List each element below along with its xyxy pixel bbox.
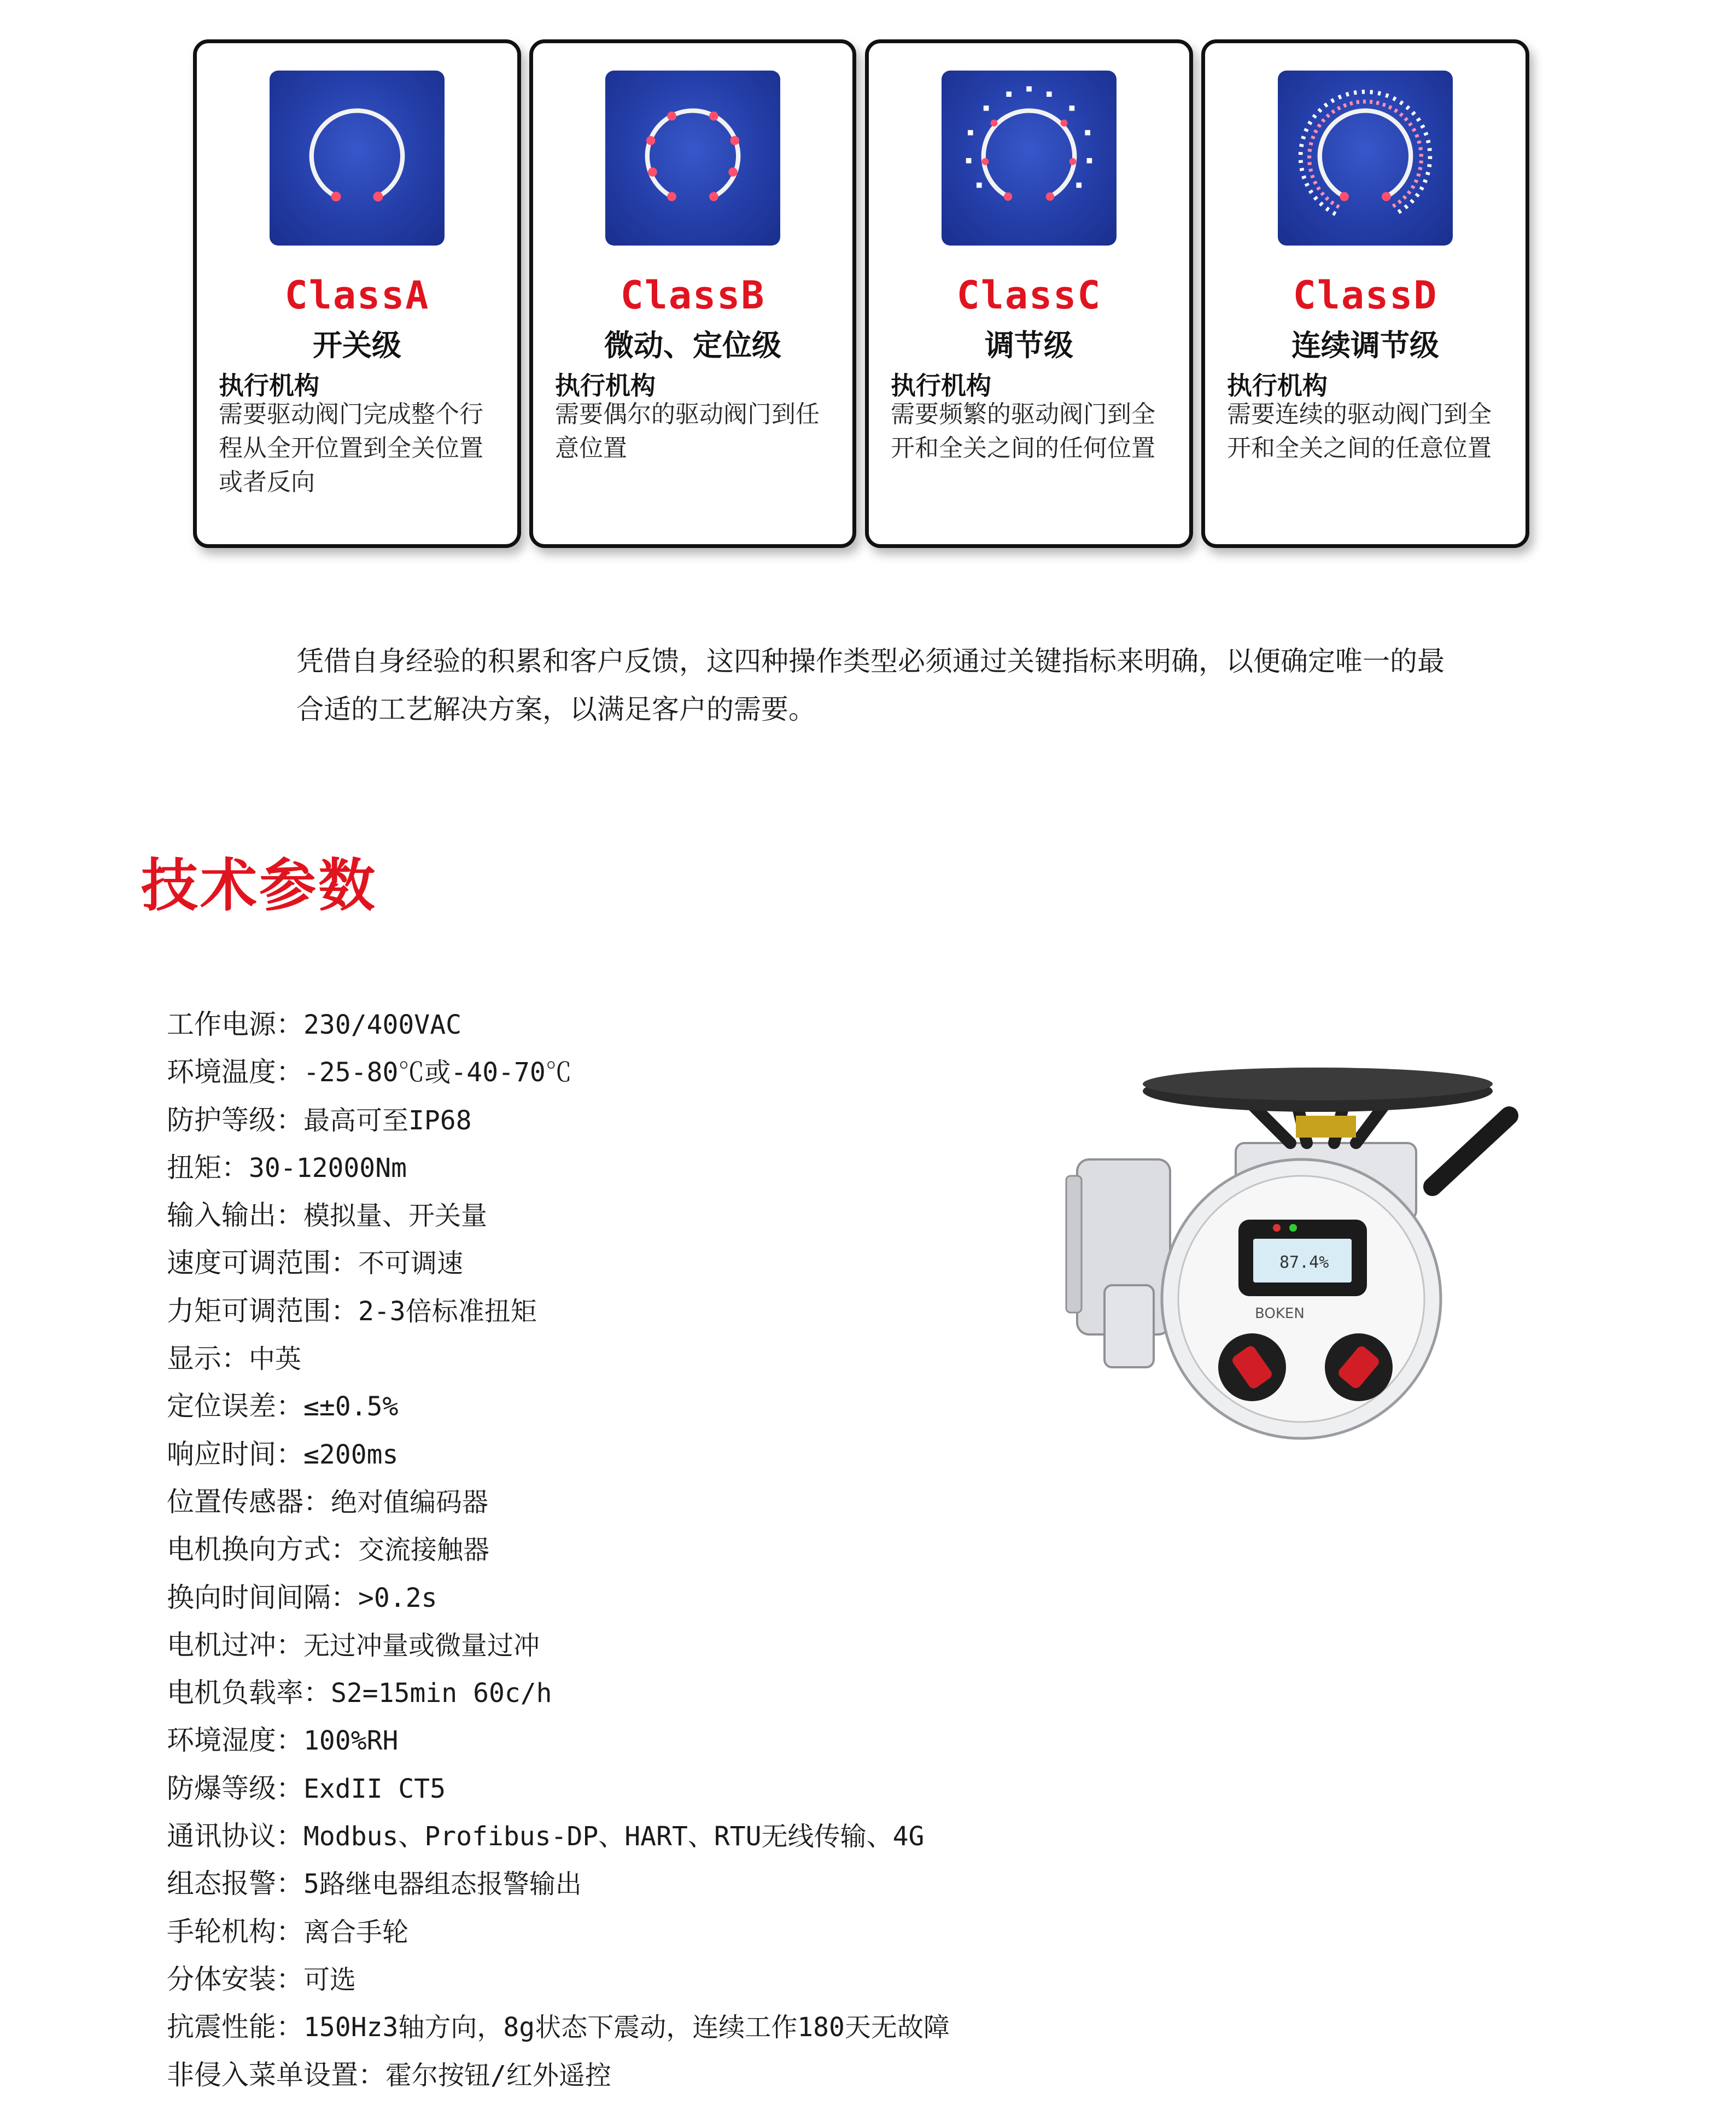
spec-label: 抗震性能： <box>167 2011 303 2043</box>
class-card-a <box>193 39 521 548</box>
spec-label: 非侵入菜单设置： <box>167 2059 385 2091</box>
class-card-c <box>865 39 1193 548</box>
spec-row <box>167 1335 950 1383</box>
spec-label: 响应时间： <box>167 1438 303 1470</box>
spec-value: 150Hz3轴方向，8g状态下震动，连续工作180天无故障 <box>303 2012 950 2043</box>
spec-value: 绝对值编码器 <box>331 1486 489 1518</box>
spec-label: 工作电源： <box>167 1008 303 1040</box>
spec-row <box>167 1048 950 1096</box>
class-name: ClassA <box>284 273 430 318</box>
valve-arc-d-icon <box>1278 71 1453 246</box>
spec-list <box>167 1001 950 2099</box>
spec-label: 环境温度： <box>167 1056 303 1088</box>
spec-label: 力矩可调范围： <box>167 1295 358 1327</box>
class-name: ClassD <box>1293 273 1438 318</box>
spec-label: 电机过冲： <box>167 1629 303 1661</box>
spec-row <box>167 1574 950 1622</box>
class-description: 需要频繁的驱动阀门到全开和全关之间的任何位置 <box>891 400 1155 462</box>
spec-label: 电机换向方式： <box>167 1534 358 1566</box>
class-name: ClassC <box>956 273 1102 318</box>
spec-value: 交流接触器 <box>358 1535 490 1566</box>
valve-arc-a-icon <box>270 71 445 246</box>
spec-label: 防爆等级： <box>167 1772 303 1804</box>
spec-row <box>167 1717 950 1764</box>
spec-value: 最高可至IP68 <box>303 1105 472 1136</box>
spec-row <box>167 1765 950 1812</box>
spec-value: 中英 <box>249 1344 302 1375</box>
class-subtitle: 执行机构 <box>555 371 656 400</box>
class-card-b <box>529 39 856 548</box>
display-readout: 87.4% <box>1279 1253 1329 1272</box>
class-card-d <box>1201 39 1529 548</box>
class-level: 微动、定位级 <box>604 328 781 363</box>
valve-arc-c-icon <box>942 71 1117 246</box>
spec-row <box>167 1431 950 1478</box>
spec-row <box>167 1812 950 1860</box>
section-title: 技术参数 <box>141 852 378 919</box>
spec-row <box>167 1383 950 1430</box>
brand-logo: BOKEN <box>1255 1305 1305 1322</box>
spec-row <box>167 1478 950 1526</box>
spec-label: 扭矩： <box>167 1151 249 1184</box>
spec-value: 2-3倍标准扭矩 <box>358 1296 537 1327</box>
class-subtitle: 执行机构 <box>1227 371 1328 400</box>
spec-value: 无过冲量或微量过冲 <box>303 1630 540 1661</box>
spec-value: ExdII CT5 <box>303 1773 446 1804</box>
class-subtitle: 执行机构 <box>219 371 319 400</box>
spec-row <box>167 2003 950 2051</box>
spec-row <box>167 1287 950 1335</box>
spec-value: -25-80℃或-40-70℃ <box>303 1057 572 1088</box>
electric-actuator-image <box>1039 1050 1564 1477</box>
class-level: 连续调节级 <box>1291 328 1439 363</box>
spec-row <box>167 1908 950 1956</box>
spec-value: >0.2s <box>358 1582 437 1613</box>
spec-row <box>167 2051 950 2099</box>
class-level: 开关级 <box>313 328 401 363</box>
spec-label: 速度可调范围： <box>167 1247 358 1279</box>
spec-row <box>167 1144 950 1192</box>
spec-value: 30-12000Nm <box>249 1152 407 1184</box>
class-name: ClassB <box>620 273 765 318</box>
spec-label: 显示： <box>167 1343 249 1375</box>
spec-row <box>167 1622 950 1669</box>
spec-label: 输入输出： <box>167 1199 303 1232</box>
spec-label: 防护等级： <box>167 1104 303 1136</box>
spec-label: 分体安装： <box>167 1963 303 1995</box>
spec-label: 位置传感器： <box>167 1485 331 1518</box>
valve-arc-b-icon <box>605 71 780 246</box>
spec-value: S2=15min 60c/h <box>331 1678 552 1709</box>
spec-row <box>167 1097 950 1144</box>
spec-value: 模拟量、开关量 <box>303 1200 488 1232</box>
spec-value: 离合手轮 <box>303 1916 409 1948</box>
spec-row <box>167 1860 950 1908</box>
spec-row <box>167 1956 950 2003</box>
spec-row <box>167 1239 950 1287</box>
spec-value: 100%RH <box>303 1725 399 1757</box>
spec-value: 230/400VAC <box>303 1010 461 1040</box>
class-description: 需要偶尔的驱动阀门到任意位置 <box>555 400 820 462</box>
spec-value: 不可调速 <box>358 1248 464 1279</box>
class-level: 调节级 <box>985 328 1073 363</box>
spec-value: ≤±0.5% <box>303 1391 399 1423</box>
class-description: 需要驱动阀门完成整个行程从全开位置到全关位置或者反向 <box>219 400 483 496</box>
spec-row <box>167 1192 950 1239</box>
spec-label: 手轮机构： <box>167 1915 303 1948</box>
spec-label: 通讯协议： <box>167 1820 303 1852</box>
spec-value: 可选 <box>303 1964 356 1995</box>
spec-label: 环境湿度： <box>167 1724 303 1757</box>
intro-paragraph: 凭借自身经验的积累和客户反馈，这四种操作类型必须通过关键指标来明确，以便确定唯一的最合适的工艺解决方案，以满足客户的需要。 <box>296 645 1445 725</box>
spec-row <box>167 1669 950 1717</box>
spec-row <box>167 1001 950 1048</box>
spec-row <box>167 1526 950 1573</box>
spec-value: Modbus、Profibus-DP、HART、RTU无线传输、4G <box>303 1821 925 1852</box>
spec-label: 换向时间间隔： <box>167 1581 358 1613</box>
class-description: 需要连续的驱动阀门到全开和全关之间的任意位置 <box>1227 400 1492 462</box>
spec-value: 5路继电器组态报警输出 <box>303 1869 582 1900</box>
spec-label: 定位误差： <box>167 1390 303 1423</box>
spec-value: ≤200ms <box>303 1439 399 1470</box>
spec-label: 电机负载率： <box>167 1677 331 1709</box>
class-subtitle: 执行机构 <box>891 371 991 400</box>
spec-label: 组态报警： <box>167 1868 303 1900</box>
spec-value: 霍尔按钮/红外遥控 <box>385 2060 611 2091</box>
